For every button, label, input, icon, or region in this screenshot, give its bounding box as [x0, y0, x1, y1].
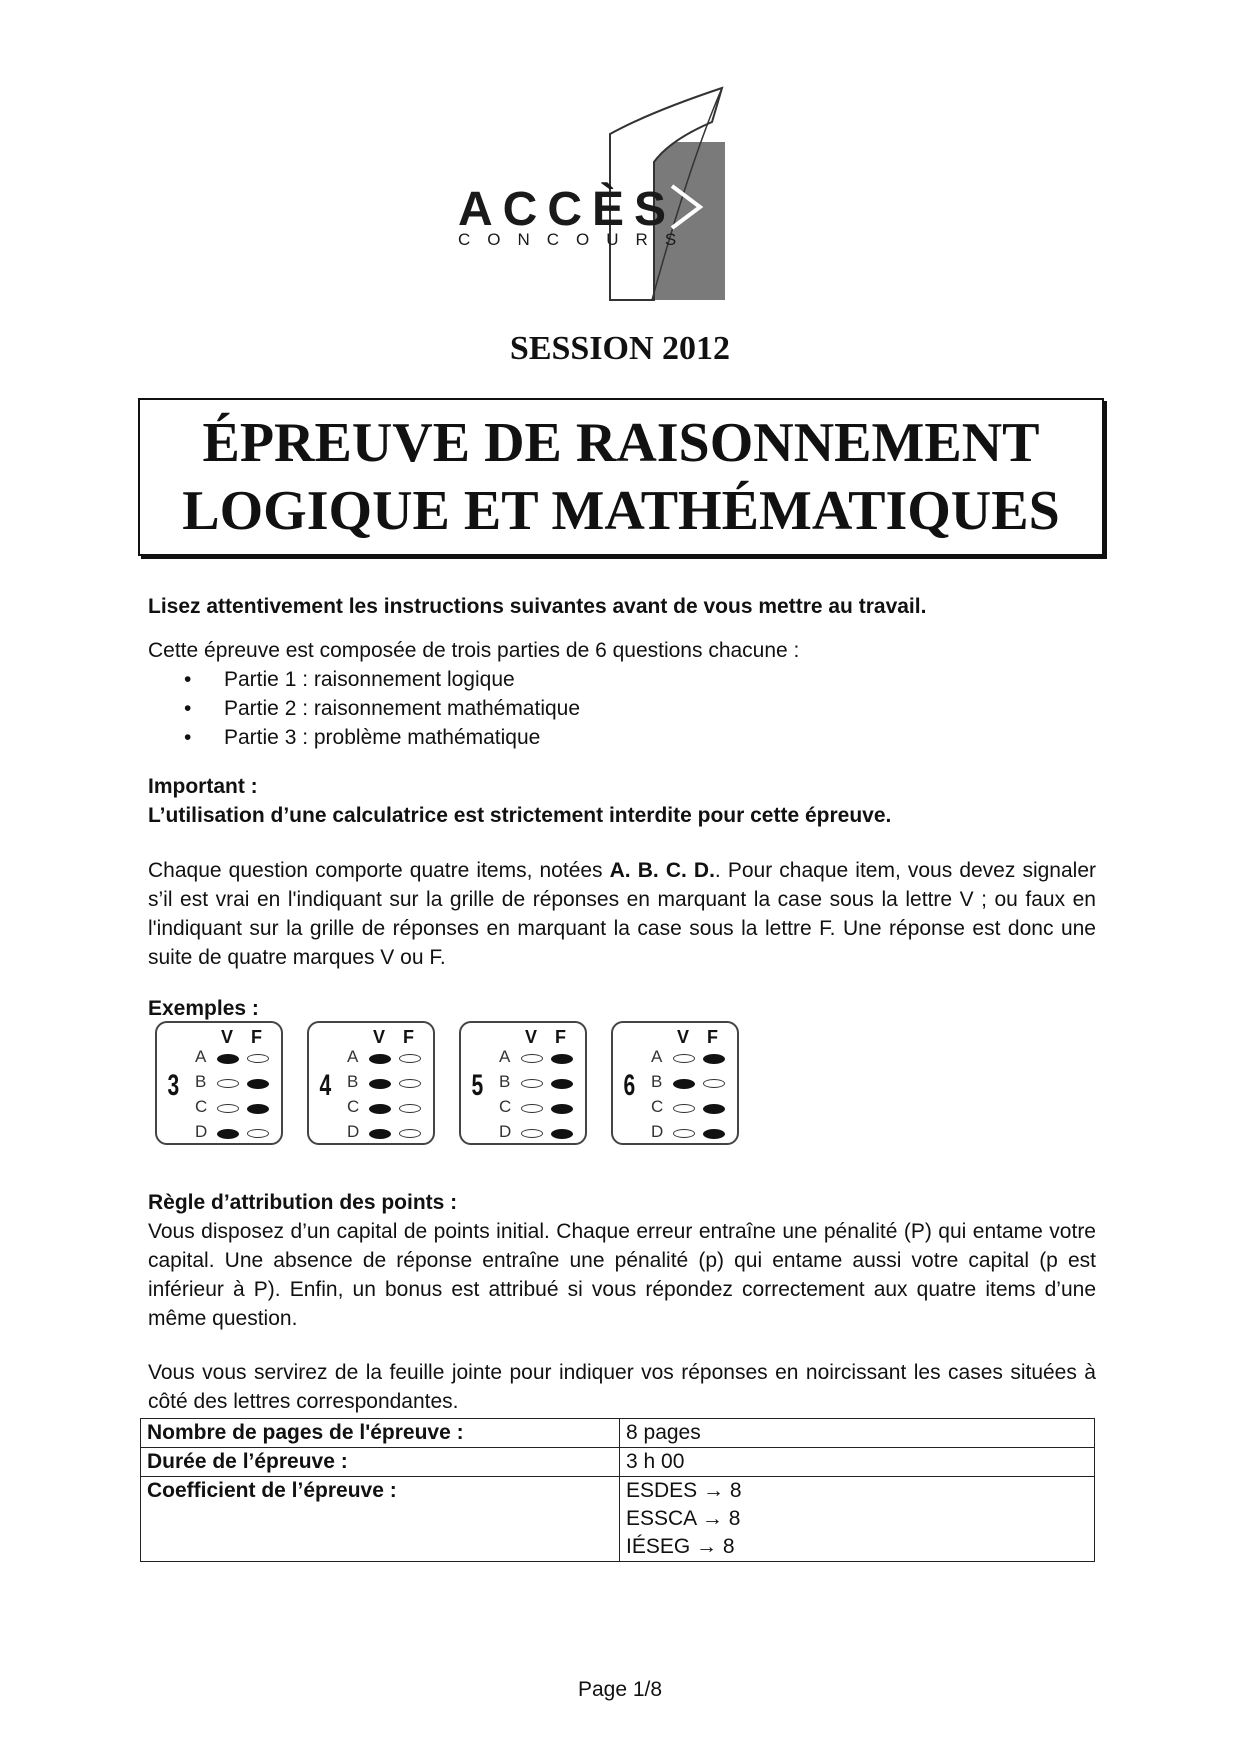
table-row [141, 1477, 1095, 1562]
example-row-letter: C [195, 1097, 208, 1116]
filled-f-bubble [551, 1054, 573, 1064]
examples-heading: Exemples : [148, 997, 259, 1020]
example-row-letter: B [195, 1072, 207, 1091]
example-row-letter: A [195, 1047, 207, 1066]
coefficient-esdes: ESDES → 8 [626, 1479, 742, 1502]
empty-v-bubble [217, 1104, 239, 1113]
example-row-letter: D [651, 1122, 664, 1141]
filled-f-bubble [703, 1054, 725, 1064]
coefficient-values [620, 1477, 1095, 1562]
filled-f-bubble [551, 1129, 573, 1139]
filled-f-bubble [551, 1079, 573, 1089]
example-card [459, 1021, 587, 1145]
empty-f-bubble [399, 1054, 421, 1063]
example-card [155, 1021, 283, 1145]
example-row-letter: A [499, 1047, 511, 1066]
filled-f-bubble [703, 1104, 725, 1114]
answer-sheet-block [148, 1358, 1096, 1416]
rules-text-after: . Pour chaque item, vous devez signaler s’il est vrai en l'indiquant sur la grille de réponses en marquant la case sous la lettre V ; ou faux en l'indiquant sur la grille de réponses en marquant la case sous la lettre F. Une réponse est donc une suite de quatre marques V ou F. [148, 859, 1096, 969]
filled-v-bubble [369, 1054, 391, 1064]
example-row-letter: B [347, 1072, 359, 1091]
example-row-letter: D [195, 1122, 208, 1141]
exam-title-line1: ÉPREUVE DE RAISONNEMENT [202, 412, 1040, 474]
list-item: • Partie 1 : raisonnement logique [184, 665, 1096, 694]
filled-f-bubble [703, 1129, 725, 1139]
empty-v-bubble [673, 1104, 695, 1113]
rules-text-before: Chaque question comporte quatre items, notées [148, 859, 610, 882]
empty-v-bubble [673, 1054, 695, 1063]
examples-heading-block [148, 994, 1096, 1023]
example-question-number: 4 [319, 1069, 332, 1102]
column-f-label: F [707, 1027, 718, 1047]
intro-instruction [148, 592, 1096, 621]
coefficient-essca: ESSCA → 8 [626, 1507, 741, 1530]
example-question-number: 3 [167, 1069, 180, 1102]
page-number: Page 1/8 [577, 1678, 663, 1701]
filled-v-bubble [217, 1129, 239, 1139]
example-row-letter: B [651, 1072, 663, 1091]
duration-value: 3 h 00 [620, 1448, 1095, 1477]
logo-acces-text: ACCÈS [458, 183, 677, 236]
example-row-letter: A [651, 1047, 663, 1066]
empty-f-bubble [247, 1129, 269, 1138]
example-row-letter: B [499, 1072, 511, 1091]
filled-f-bubble [551, 1104, 573, 1114]
example-card [611, 1021, 739, 1145]
coefficient-label: Coefficient de l’épreuve : [141, 1477, 620, 1562]
column-v-label: V [677, 1027, 690, 1047]
example-question-number: 5 [471, 1069, 484, 1102]
empty-f-bubble [703, 1079, 725, 1088]
empty-f-bubble [247, 1054, 269, 1063]
example-row-letter: C [347, 1097, 360, 1116]
example-card [307, 1021, 435, 1145]
pages-label: Nombre de pages de l'épreuve : [141, 1419, 620, 1448]
table-row [141, 1448, 1095, 1477]
empty-f-bubble [399, 1079, 421, 1088]
rules-text [148, 856, 1096, 972]
empty-v-bubble [673, 1129, 695, 1138]
session-heading: SESSION 2012 [509, 330, 731, 367]
filled-v-bubble [369, 1079, 391, 1089]
composition-text: Cette épreuve est composée de trois parties de 6 questions chacune : [148, 639, 800, 662]
important-heading: Important : [148, 775, 258, 798]
example-row-letter: C [651, 1097, 664, 1116]
coefficient-ieseg: IÉSEG → 8 [626, 1535, 735, 1558]
example-row-letter: D [347, 1122, 360, 1141]
empty-f-bubble [399, 1104, 421, 1113]
column-f-label: F [251, 1027, 262, 1047]
empty-v-bubble [521, 1104, 543, 1113]
rules-items: A. B. C. D. [609, 859, 715, 882]
example-row-letter: D [499, 1122, 512, 1141]
list-item: • Partie 3 : problème mathématique [184, 723, 1096, 752]
filled-f-bubble [247, 1104, 269, 1114]
empty-f-bubble [399, 1129, 421, 1138]
scoring-text: Vous disposez d’un capital de points initial. Chaque erreur entraîne une pénalité (P) qui entame votre capital. Une absence de réponse entraîne une pénalité (p) qui entame aussi votre capital (p est inférieur à P). Enfin, un bonus est attribué si vous répondez correctement aux quatre items d’une même question. [148, 1220, 1096, 1330]
column-v-label: V [221, 1027, 234, 1047]
rules-paragraph [148, 856, 1096, 972]
empty-v-bubble [521, 1054, 543, 1063]
example-row-letter: A [347, 1047, 359, 1066]
column-v-label: V [373, 1027, 386, 1047]
intro-text: Lisez attentivement les instructions suivantes avant de vous mettre au travail. [148, 595, 927, 618]
filled-v-bubble [673, 1079, 695, 1089]
parts-list [148, 665, 1096, 752]
list-item: • Partie 2 : raisonnement mathématique [184, 694, 1096, 723]
important-block [148, 772, 1096, 830]
duration-label: Durée de l’épreuve : [141, 1448, 620, 1477]
filled-v-bubble [369, 1129, 391, 1139]
important-text: L’utilisation d’une calculatrice est strictement interdite pour cette épreuve. [148, 804, 892, 827]
exam-title-line2: LOGIQUE ET MATHÉMATIQUES [182, 480, 1060, 542]
empty-v-bubble [521, 1129, 543, 1138]
scoring-heading: Règle d’attribution des points : [148, 1191, 458, 1214]
accès-concours-logo [440, 82, 800, 302]
column-f-label: F [403, 1027, 414, 1047]
column-f-label: F [555, 1027, 566, 1047]
answer-sheet-text: Vous vous servirez de la feuille jointe pour indiquer vos réponses en noircissant les cases situées à côté des lettres correspondantes. [148, 1361, 1096, 1413]
filled-v-bubble [217, 1054, 239, 1064]
exam-info-table [140, 1418, 1095, 1562]
filled-f-bubble [247, 1079, 269, 1089]
scoring-block [148, 1188, 1096, 1333]
example-question-number: 6 [623, 1069, 636, 1102]
logo-concours-text: CONCOURS [458, 230, 694, 249]
filled-v-bubble [369, 1104, 391, 1114]
example-row-letter: C [499, 1097, 512, 1116]
column-v-label: V [525, 1027, 538, 1047]
table-row [141, 1419, 1095, 1448]
empty-v-bubble [217, 1079, 239, 1088]
composition-block [148, 636, 1096, 752]
pages-value: 8 pages [620, 1419, 1095, 1448]
exam-title-box [138, 398, 1104, 556]
empty-v-bubble [521, 1079, 543, 1088]
